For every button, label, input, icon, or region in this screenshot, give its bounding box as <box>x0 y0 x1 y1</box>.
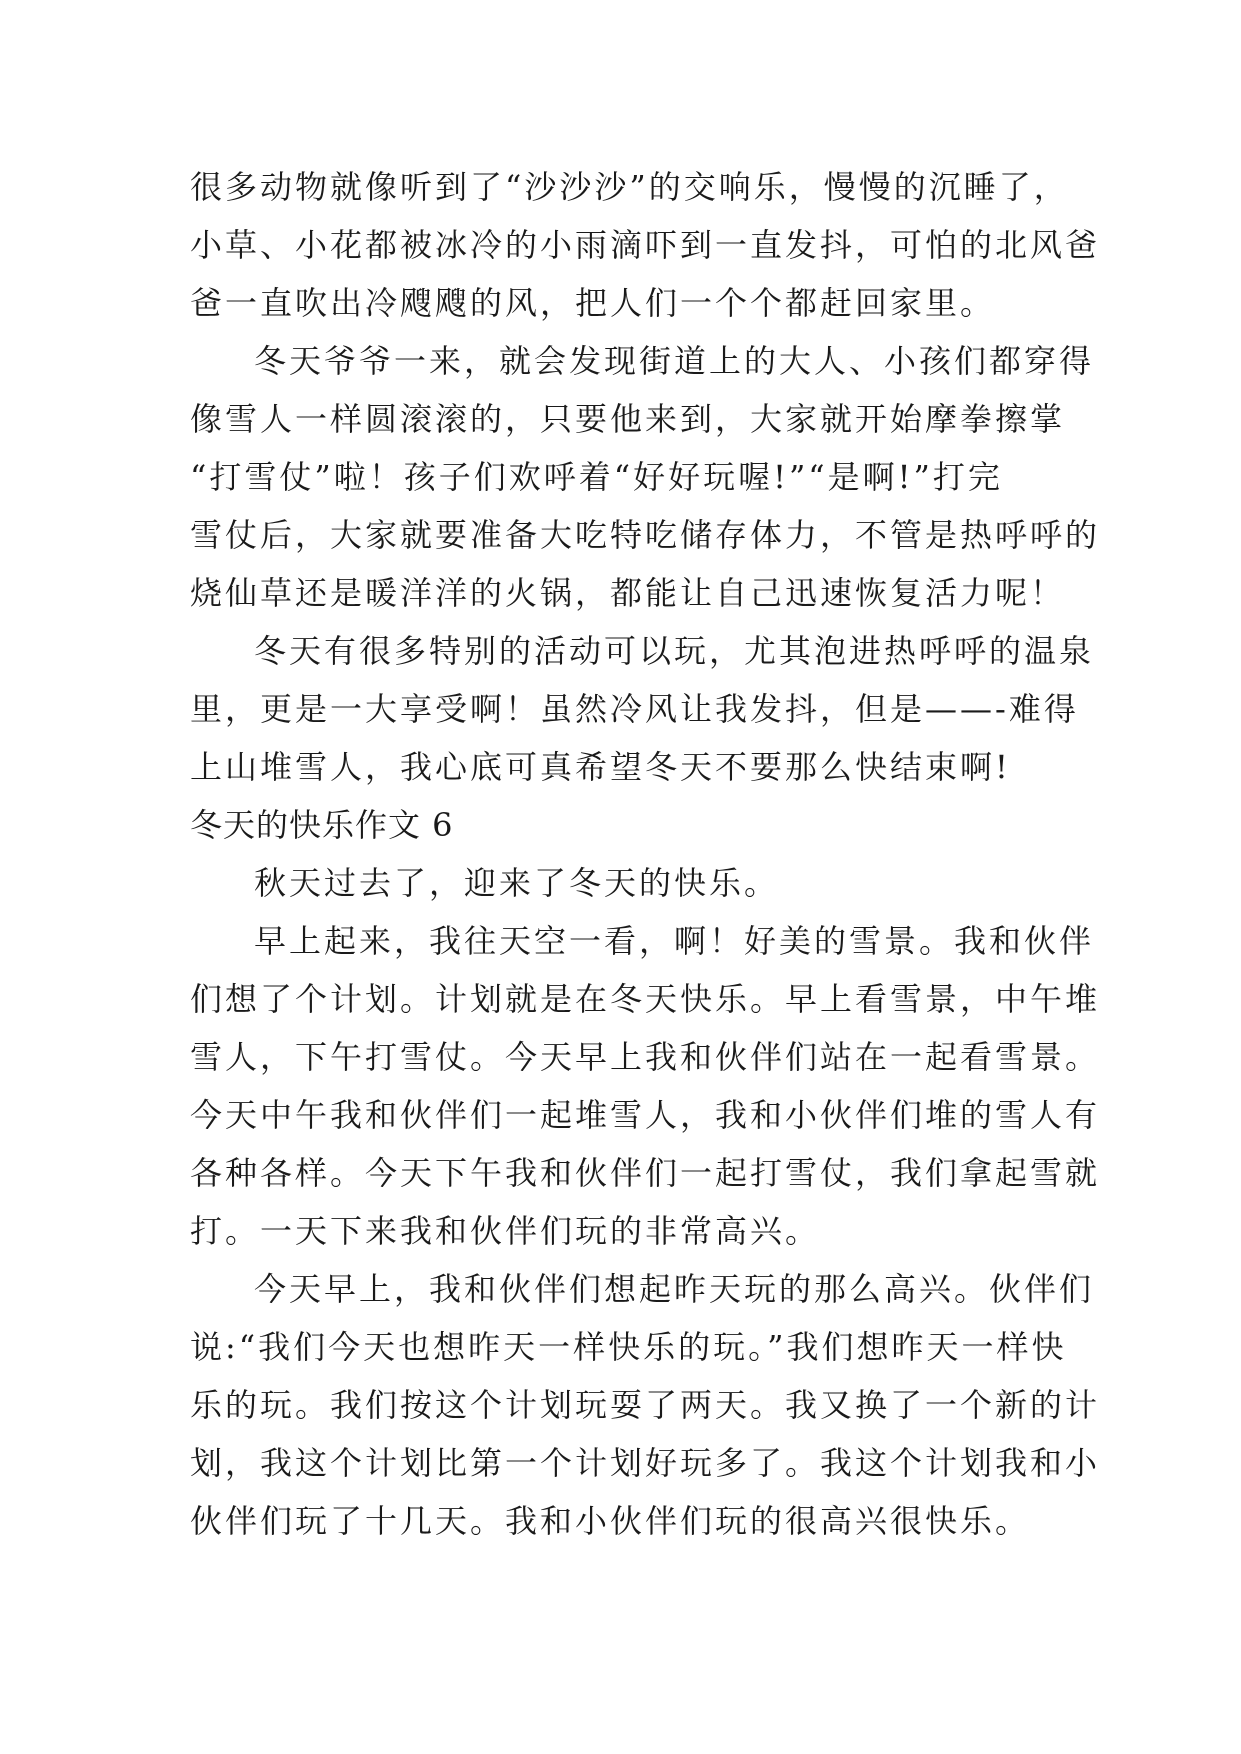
text-line: 打。一天下来我和伙伴们玩的非常高兴。 <box>190 1212 821 1250</box>
text-line: 们想了个计划。计划就是在冬天快乐。早上看雪景，中午堆 <box>190 980 1101 1018</box>
text-line: 各种各样。今天下午我和伙伴们一起打雪仗，我们拿起雪就 <box>190 1154 1101 1192</box>
text-line: 雪仗后，大家就要准备大吃特吃储存体力，不管是热呼呼的 <box>190 516 1101 554</box>
text-line: 乐的玩。我们按这个计划玩耍了两天。我又换了一个新的计 <box>190 1386 1101 1424</box>
document-page <box>190 158 1101 1550</box>
text-line: 小草、小花都被冰冷的小雨滴吓到一直发抖，可怕的北风爸 <box>190 226 1101 264</box>
paragraph-first-line: 秋天过去了，迎来了冬天的快乐。 <box>254 864 780 902</box>
text-line: 雪人，下午打雪仗。今天早上我和伙伴们站在一起看雪景。 <box>190 1038 1101 1076</box>
text-line: 很多动物就像听到了“沙沙沙”的交响乐，慢慢的沉睡了， <box>190 168 1069 206</box>
text-line: 划，我这个计划比第一个计划好玩多了。我这个计划我和小 <box>190 1444 1101 1482</box>
text-line: 伙伴们玩了十几天。我和小伙伴们玩的很高兴很快乐。 <box>190 1502 1031 1540</box>
paragraph-first-line: 今天早上，我和伙伴们想起昨天玩的那么高兴。伙伴们 <box>254 1270 1095 1308</box>
paragraph-first-line: 冬天有很多特别的活动可以玩，尤其泡进热呼呼的温泉 <box>254 632 1095 670</box>
text-line: “打雪仗”啦！孩子们欢呼着“好好玩喔!”“是啊!”打完 <box>190 458 1003 496</box>
text-line: 里，更是一大享受啊！虽然冷风让我发抖，但是——-难得 <box>190 690 1079 728</box>
section-heading: 冬天的快乐作文 6 <box>190 806 454 844</box>
text-line: 烧仙草还是暖洋洋的火锅，都能让自己迅速恢复活力呢！ <box>190 574 1066 612</box>
text-line: 说:“我们今天也想昨天一样快乐的玩。”我们想昨天一样快 <box>190 1328 1067 1366</box>
text-line: 爸一直吹出冷飕飕的风，把人们一个个都赶回家里。 <box>190 284 996 322</box>
paragraph-first-line: 早上起来，我往天空一看，啊！好美的雪景。我和伙伴 <box>254 922 1095 960</box>
text-line: 像雪人一样圆滚滚的，只要他来到，大家就开始摩拳擦掌 <box>190 400 1066 438</box>
text-line: 上山堆雪人，我心底可真希望冬天不要那么快结束啊! <box>190 748 1011 786</box>
text-line: 今天中午我和伙伴们一起堆雪人，我和小伙伴们堆的雪人有 <box>190 1096 1101 1134</box>
paragraph-first-line: 冬天爷爷一来，就会发现街道上的大人、小孩们都穿得 <box>254 342 1095 380</box>
